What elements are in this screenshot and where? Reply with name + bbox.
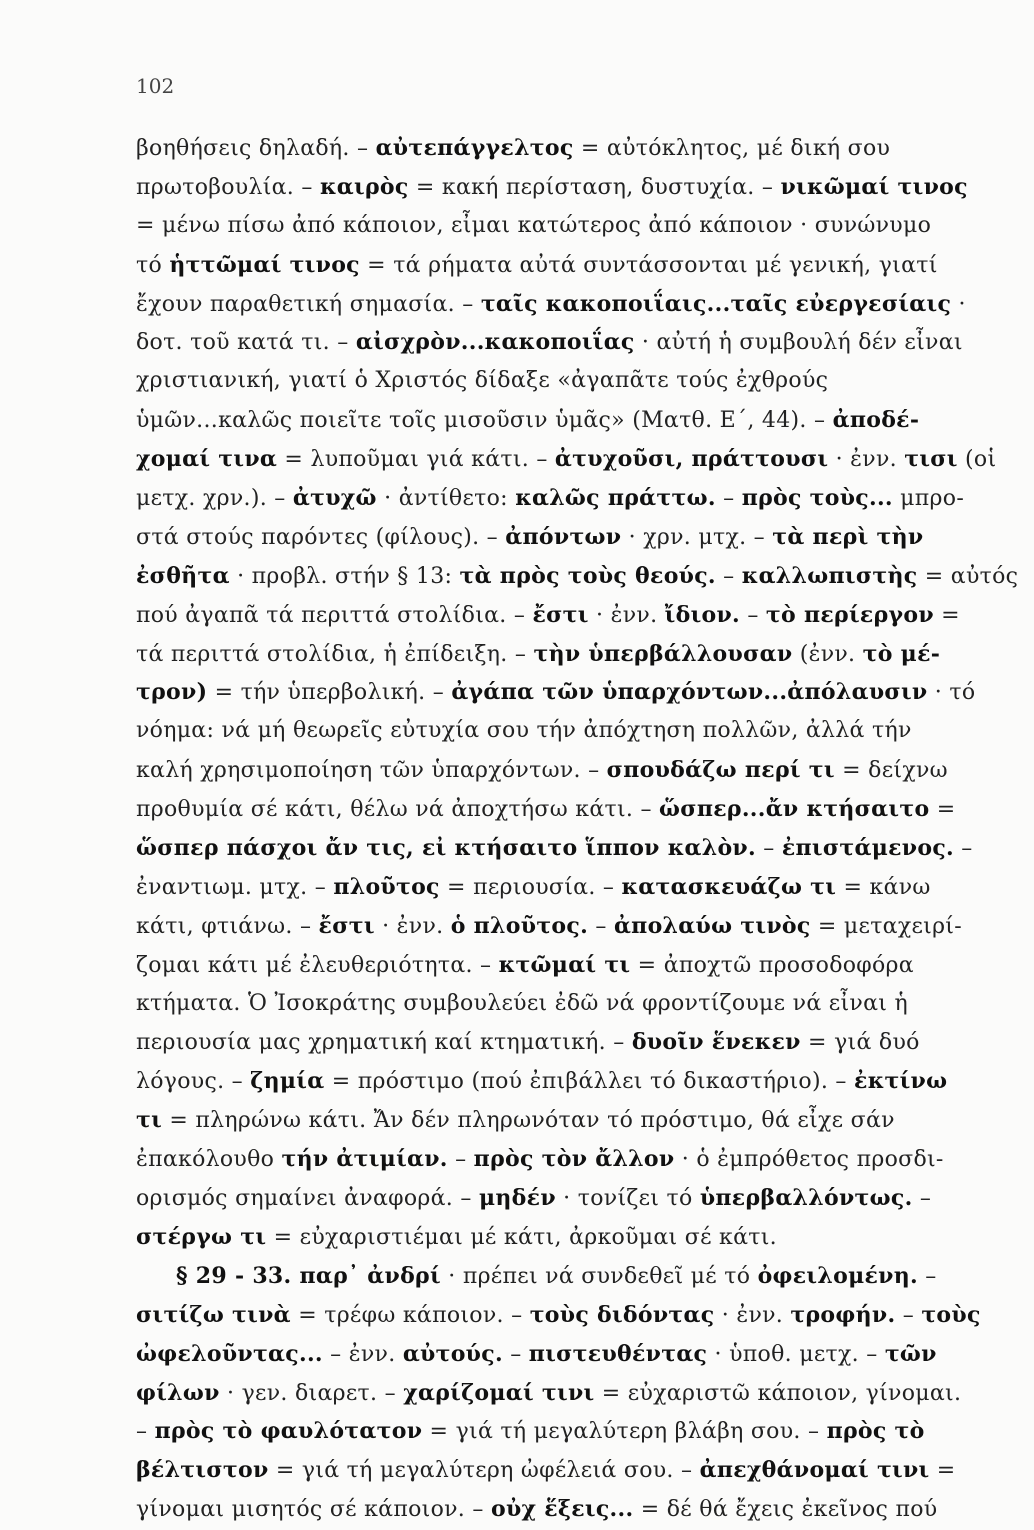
text-line <box>136 1490 966 1529</box>
text-run: ὑμῶν...καλῶς ποιεῖτε τοῖς μισοῦσιν ὑμᾶς» (Ματθ. Ε΄, 44). – <box>136 408 833 434</box>
text-line <box>136 635 966 674</box>
text-run: · ἐνν. <box>714 1302 791 1328</box>
text-run: – <box>715 563 742 589</box>
text-run: = τήν ὑπερβολική. – <box>207 680 452 706</box>
text-run: μετχ. χρν.). – <box>136 486 293 512</box>
text-run: · ἐνν. <box>374 913 451 939</box>
text-run: = εὐχαριστιέμαι μέ κάτι, ἀρκοῦμαι σέ κάτι. <box>266 1224 777 1250</box>
text-run: = τά ρήματα αὐτά συντάσσονται μέ γενική, γιατί <box>359 252 938 278</box>
text-line <box>136 829 973 868</box>
text-run: λόγους. – <box>136 1069 251 1095</box>
text-line <box>136 790 966 829</box>
text-run: = λυποῦμαι γιά κάτι. – <box>277 447 555 473</box>
text-line <box>136 1023 966 1062</box>
bold-term: § 29 - 33. παρ᾽ ἀνδρί <box>176 1262 441 1289</box>
text-run: = εὐχαριστῶ κάποιον, γίνομαι. <box>594 1380 962 1406</box>
bold-term: ἔστι <box>532 601 589 628</box>
text-run: · τό <box>927 680 976 706</box>
bold-term: καιρὸς <box>320 173 409 200</box>
text-run: = αὐτός <box>917 563 1019 589</box>
text-run: ἔχουν παραθετική σημασία. – <box>136 291 481 317</box>
text-run: = δείχνω <box>834 758 948 784</box>
text-run: ζομαι κάτι μέ ἐλευθεριότητα. – <box>136 952 499 978</box>
text-run: – <box>895 1302 922 1328</box>
text-line <box>136 518 966 557</box>
text-line <box>136 1412 966 1451</box>
bold-term: αἰσχρὸν...κακοποιΐας <box>355 329 635 356</box>
text-run: στά στούς παρόντες (φίλους). – <box>136 524 506 550</box>
text-run: – <box>755 836 782 862</box>
text-run: · <box>951 291 966 317</box>
bold-term: ἀπόντων <box>505 523 622 550</box>
bold-term: τοὺς διδόντας <box>529 1301 715 1328</box>
page-number: 102 <box>136 74 175 98</box>
text-run: · ὑποθ. μετχ. – <box>707 1341 885 1367</box>
text-run: = γιά τή μεγαλύτερη βλάβη σου. – <box>422 1419 827 1445</box>
bold-term: ὁ πλοῦτος. <box>450 912 589 939</box>
bold-term: τρον) <box>136 679 208 706</box>
text-run: = κάνω <box>836 874 931 900</box>
text-line <box>136 868 966 907</box>
bold-term: κατασκευάζω τι <box>621 873 837 900</box>
bold-term: ἀγάπα τῶν ὑπαρχόντων...ἀπόλαυσιν <box>451 679 928 706</box>
text-run: κάτι, φτιάνω. – <box>136 913 319 939</box>
bold-term: αὐτούς. <box>402 1340 503 1367</box>
text-line <box>136 479 966 518</box>
text-run: = περιουσία. – <box>439 874 622 900</box>
bold-term: τὰ περὶ τὴν <box>772 523 924 550</box>
text-run: (οἱ <box>957 447 997 473</box>
text-line <box>136 1374 966 1413</box>
text-run: = κακή περίσταση, δυστυχία. – <box>408 174 781 200</box>
text-line <box>136 323 966 362</box>
text-run: – <box>715 486 742 512</box>
bold-term: ὠφελοῦντας... <box>136 1340 323 1367</box>
bold-term: βέλτιστον <box>136 1457 269 1484</box>
bold-term: ἐκτίνω <box>854 1068 948 1095</box>
bold-term: ἀτυχοῦσι, πράττουσι <box>554 446 829 473</box>
text-run: · προβλ. στήν § 13: <box>229 563 460 589</box>
bold-term: ἴδιον. <box>664 601 741 628</box>
body-text <box>136 129 1019 1529</box>
text-line <box>136 673 976 712</box>
text-run: · ἐνν. <box>588 602 665 628</box>
text-line <box>136 596 966 635</box>
bold-term: φίλων <box>136 1379 220 1406</box>
bold-term: τοὺς <box>921 1301 981 1328</box>
bold-term: δυοῖν ἕνεκεν <box>631 1029 801 1056</box>
text-line <box>136 246 966 285</box>
text-run: = γιά δυό <box>800 1030 920 1056</box>
text-run: κτήματα. Ὁ Ἰσοκράτης συμβουλεύει ἐδῶ νά φροντίζουμε νά εἶναι ἡ <box>136 990 908 1016</box>
bold-term: τὰ πρὸς τοὺς θεούς. <box>459 562 716 589</box>
bold-term: τήν ἀτιμίαν. <box>281 1146 448 1173</box>
text-run: – <box>912 1186 932 1212</box>
text-run: · τονίζει τό <box>555 1186 700 1212</box>
bold-term: τὸ μέ- <box>862 640 941 667</box>
bold-term: χομαί τινα <box>136 446 278 473</box>
text-line <box>136 985 966 1024</box>
bold-term: ἐπιστάμενος. <box>781 835 954 862</box>
text-run: – <box>917 1263 937 1289</box>
text-run: τά περιττά στολίδια, ἡ ἐπίδειξη. – <box>136 641 534 667</box>
bold-term: ἀτυχῶ <box>292 485 377 512</box>
text-line <box>136 1296 981 1335</box>
bold-term: τι <box>136 1107 163 1134</box>
text-line <box>136 1451 966 1490</box>
text-line <box>136 946 966 985</box>
text-run: = τρέφω κάποιον. – <box>290 1302 530 1328</box>
text-line <box>136 712 966 751</box>
bold-term: πρὸς τὸ <box>826 1418 925 1445</box>
bold-term: ζημία <box>250 1068 325 1095</box>
text-line <box>136 1335 966 1374</box>
text-run: ἐπακόλουθο <box>136 1147 282 1173</box>
bold-term: μηδέν <box>478 1185 556 1212</box>
text-line <box>136 362 966 401</box>
text-line <box>136 168 966 207</box>
text-line <box>136 1179 966 1218</box>
text-run: = <box>929 797 956 823</box>
text-line <box>136 207 966 246</box>
text-run: δοτ. τοῦ κατά τι. – <box>136 330 356 356</box>
bold-term: ἐσθῆτα <box>136 562 230 589</box>
text-run: χριστιανική, γιατί ὁ Χριστός δίδαξε «ἀγαπᾶτε τούς ἐχθρούς <box>136 368 829 394</box>
text-run: πού ἀγαπᾶ τά περιττά στολίδια. – <box>136 602 533 628</box>
text-run: – <box>136 1419 155 1445</box>
text-run: · πρέπει νά συνδεθεῖ μέ τό <box>440 1263 758 1289</box>
bold-term: σπουδάζω περί τι <box>606 757 835 784</box>
bold-term: τῶν <box>884 1340 937 1367</box>
text-run: = <box>933 602 960 628</box>
bold-term: πρὸς τὸ φαυλότατον <box>154 1418 423 1445</box>
bold-term: ὀφειλομένη. <box>757 1262 918 1289</box>
text-line <box>136 401 966 440</box>
text-run: πρωτοβουλία. – <box>136 174 320 200</box>
text-line <box>136 1218 966 1257</box>
text-run: = ἀποχτῶ προσοδοφόρα <box>630 952 914 978</box>
bold-term: ἀπεχθάνομαί τινι <box>699 1457 930 1484</box>
text-run: · ἀντίθετο: <box>376 486 516 512</box>
bold-term: ἀπολαύω τινὸς <box>613 912 811 939</box>
bold-term: ἔστι <box>318 912 375 939</box>
text-run: – <box>502 1341 529 1367</box>
text-run: = γιά τή μεγαλύτερη ὠφέλειά σου. – <box>268 1458 700 1484</box>
text-run: μπρο- <box>892 486 965 512</box>
text-line <box>136 557 1019 596</box>
bold-term: τροφήν. <box>790 1301 896 1328</box>
text-run: = δέ θά ἔχεις ἐκεῖνος πού <box>633 1497 938 1523</box>
bold-term: πλοῦτος <box>333 873 440 900</box>
text-line <box>136 1257 966 1296</box>
bold-term: τὴν ὑπερβάλλουσαν <box>533 640 793 667</box>
bold-term: ἀποδέ- <box>832 407 920 434</box>
bold-term: κτῶμαί τι <box>498 951 631 978</box>
text-run: νόημα: νά μή θεωρεῖς εὐτυχία σου τήν ἀπόχτηση πολλῶν, ἀλλά τήν <box>136 718 912 744</box>
text-run: · αὐτή ἡ συμβουλή δέν εἶναι <box>634 330 963 356</box>
text-run: τό <box>136 252 170 278</box>
text-run: · ἐνν. <box>828 447 905 473</box>
text-line <box>136 1140 966 1179</box>
bold-term: τισι <box>904 446 958 473</box>
text-run: · ὁ ἐμπρόθετος προσδι- <box>674 1147 944 1173</box>
text-run: = πληρώνω κάτι. Ἄν δέν πληρωνόταν τό πρόστιμο, θά εἶχε σάν <box>162 1108 895 1134</box>
bold-term: πρὸς τοὺς... <box>741 485 893 512</box>
text-run: – <box>588 913 614 939</box>
bold-term: τὸ περίεργον <box>765 601 934 628</box>
bold-term: ὥσπερ...ἄν κτήσαιτο <box>659 796 930 823</box>
text-run: ορισμός σημαίνει ἀναφορά. – <box>136 1186 479 1212</box>
text-run: ἐναντιωμ. μτχ. – <box>136 874 334 900</box>
text-run: · γεν. διαρετ. – <box>219 1380 404 1406</box>
text-line <box>136 1101 966 1140</box>
text-run: = αὐτόκλητος, μέ δική σου <box>573 136 891 161</box>
text-line <box>136 751 966 790</box>
text-run: = μεταχειρί- <box>810 913 962 939</box>
text-run: γίνομαι μισητός σέ κάποιον. – <box>136 1497 491 1523</box>
text-run: = <box>929 1458 956 1484</box>
bold-term: ὑπερβαλλόντως. <box>699 1185 913 1212</box>
text-run: προθυμία σέ κάτι, θέλω νά ἀποχτήσω κάτι. – <box>136 797 660 823</box>
bold-term: πρὸς τὸν ἄλλον <box>473 1146 675 1173</box>
text-run: βοηθήσεις δηλαδή. – <box>136 136 376 161</box>
text-line <box>136 440 997 479</box>
bold-term: χαρίζομαί τινι <box>403 1379 595 1406</box>
text-run: καλή χρησιμοποίηση τῶν ὑπαρχόντων. – <box>136 758 607 784</box>
text-run: = μένω πίσω ἀπό κάποιον, εἶμαι κατώτερος ἀπό κάποιον · συνώνυμο <box>136 212 932 238</box>
bold-term: πιστευθέντας <box>528 1340 708 1367</box>
text-run: · χρν. μτχ. – <box>621 524 773 550</box>
bold-term: καλῶς πράττω. <box>515 485 716 512</box>
text-run: – <box>447 1147 474 1173</box>
bold-term: αὐτεπάγγελτος <box>375 135 574 161</box>
text-run: – <box>740 602 766 628</box>
text-run: περιουσία μας χρηματική καί κτηματική. – <box>136 1030 632 1056</box>
text-line <box>136 129 966 168</box>
bold-term: νικῶμαί τινος <box>780 173 968 200</box>
text-line <box>136 907 966 946</box>
bold-term: ταῖς κακοποιΐαις...ταῖς εὐεργεσίαις <box>480 290 952 317</box>
bold-term: στέργω τι <box>136 1223 267 1250</box>
text-run: – ἐνν. <box>322 1341 403 1367</box>
text-line <box>136 285 966 324</box>
bold-term: σιτίζω τινὰ <box>136 1301 291 1328</box>
text-run: = πρόστιμο (πού ἐπιβάλλει τό δικαστήριο). – <box>324 1069 855 1095</box>
bold-term: καλλωπιστὴς <box>741 562 918 589</box>
bold-term: ἡττῶμαί τινος <box>169 251 360 278</box>
bold-term: ὥσπερ πάσχοι ἄν τις, εἰ κτήσαιτο ἵππον καλὸν. <box>136 835 756 862</box>
bold-term: οὐχ ἕξεις... <box>490 1496 634 1523</box>
text-line <box>136 1062 966 1101</box>
text-run: – <box>954 836 973 862</box>
text-run: (ἐνν. <box>792 641 863 667</box>
